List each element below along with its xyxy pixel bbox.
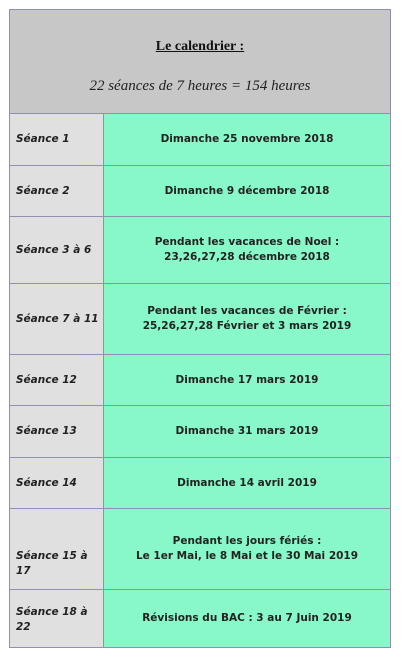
session-date — [104, 166, 391, 216]
calendar-table — [9, 9, 391, 648]
session-date-line: 23,26,27,28 décembre 2018 — [164, 251, 330, 263]
session-date-line: Pendant les vacances de Février : — [147, 305, 347, 317]
session-date — [104, 590, 391, 647]
calendar-title: Le calendrier : — [155, 39, 245, 54]
session-date-line: Le 1er Mai, le 8 Mai et le 30 Mai 2019 — [135, 550, 359, 562]
session-date — [104, 406, 391, 457]
session-date — [104, 284, 391, 354]
session-date — [104, 458, 391, 508]
session-date — [104, 114, 391, 165]
session-date-line: Pendant les vacances de Noel : — [154, 236, 340, 248]
session-label: Séance 13 — [10, 406, 104, 457]
table-row — [10, 458, 391, 509]
session-date — [104, 217, 391, 283]
table-row — [10, 166, 391, 217]
session-date — [104, 355, 391, 405]
session-label: Séance 15 à 17 — [10, 509, 104, 589]
calendar-header — [10, 10, 391, 114]
session-date-line: Pendant les jours fériés : — [172, 535, 322, 547]
session-label: Séance 2 — [10, 166, 104, 216]
session-label: Séance 7 à 11 — [10, 284, 104, 354]
session-date-line: Révisions du BAC : 3 au 7 Juin 2019 — [142, 612, 352, 624]
table-row — [10, 114, 391, 166]
session-label: Séance 18 à 22 — [10, 590, 104, 647]
session-label: Séance 12 — [10, 355, 104, 405]
table-row — [10, 509, 391, 590]
session-date-line: Dimanche 14 avril 2019 — [177, 476, 317, 489]
session-date-line: Dimanche 31 mars 2019 — [175, 425, 319, 437]
table-row — [10, 355, 391, 406]
session-date-line: Dimanche 25 novembre 2018 — [160, 133, 334, 145]
session-label: Séance 3 à 6 — [10, 217, 104, 283]
session-label: Séance 14 — [10, 458, 104, 508]
table-row — [10, 406, 391, 458]
session-date-line: Dimanche 17 mars 2019 — [175, 373, 319, 386]
session-label: Séance 1 — [10, 114, 104, 165]
calendar-subtitle: 22 séances de 7 heures = 154 heures — [89, 78, 311, 94]
table-row — [10, 284, 391, 355]
session-date-line: 25,26,27,28 Février et 3 mars 2019 — [142, 320, 352, 332]
session-date — [104, 509, 391, 589]
session-date-line: Dimanche 9 décembre 2018 — [164, 184, 330, 197]
table-row — [10, 590, 391, 647]
table-row — [10, 217, 391, 284]
